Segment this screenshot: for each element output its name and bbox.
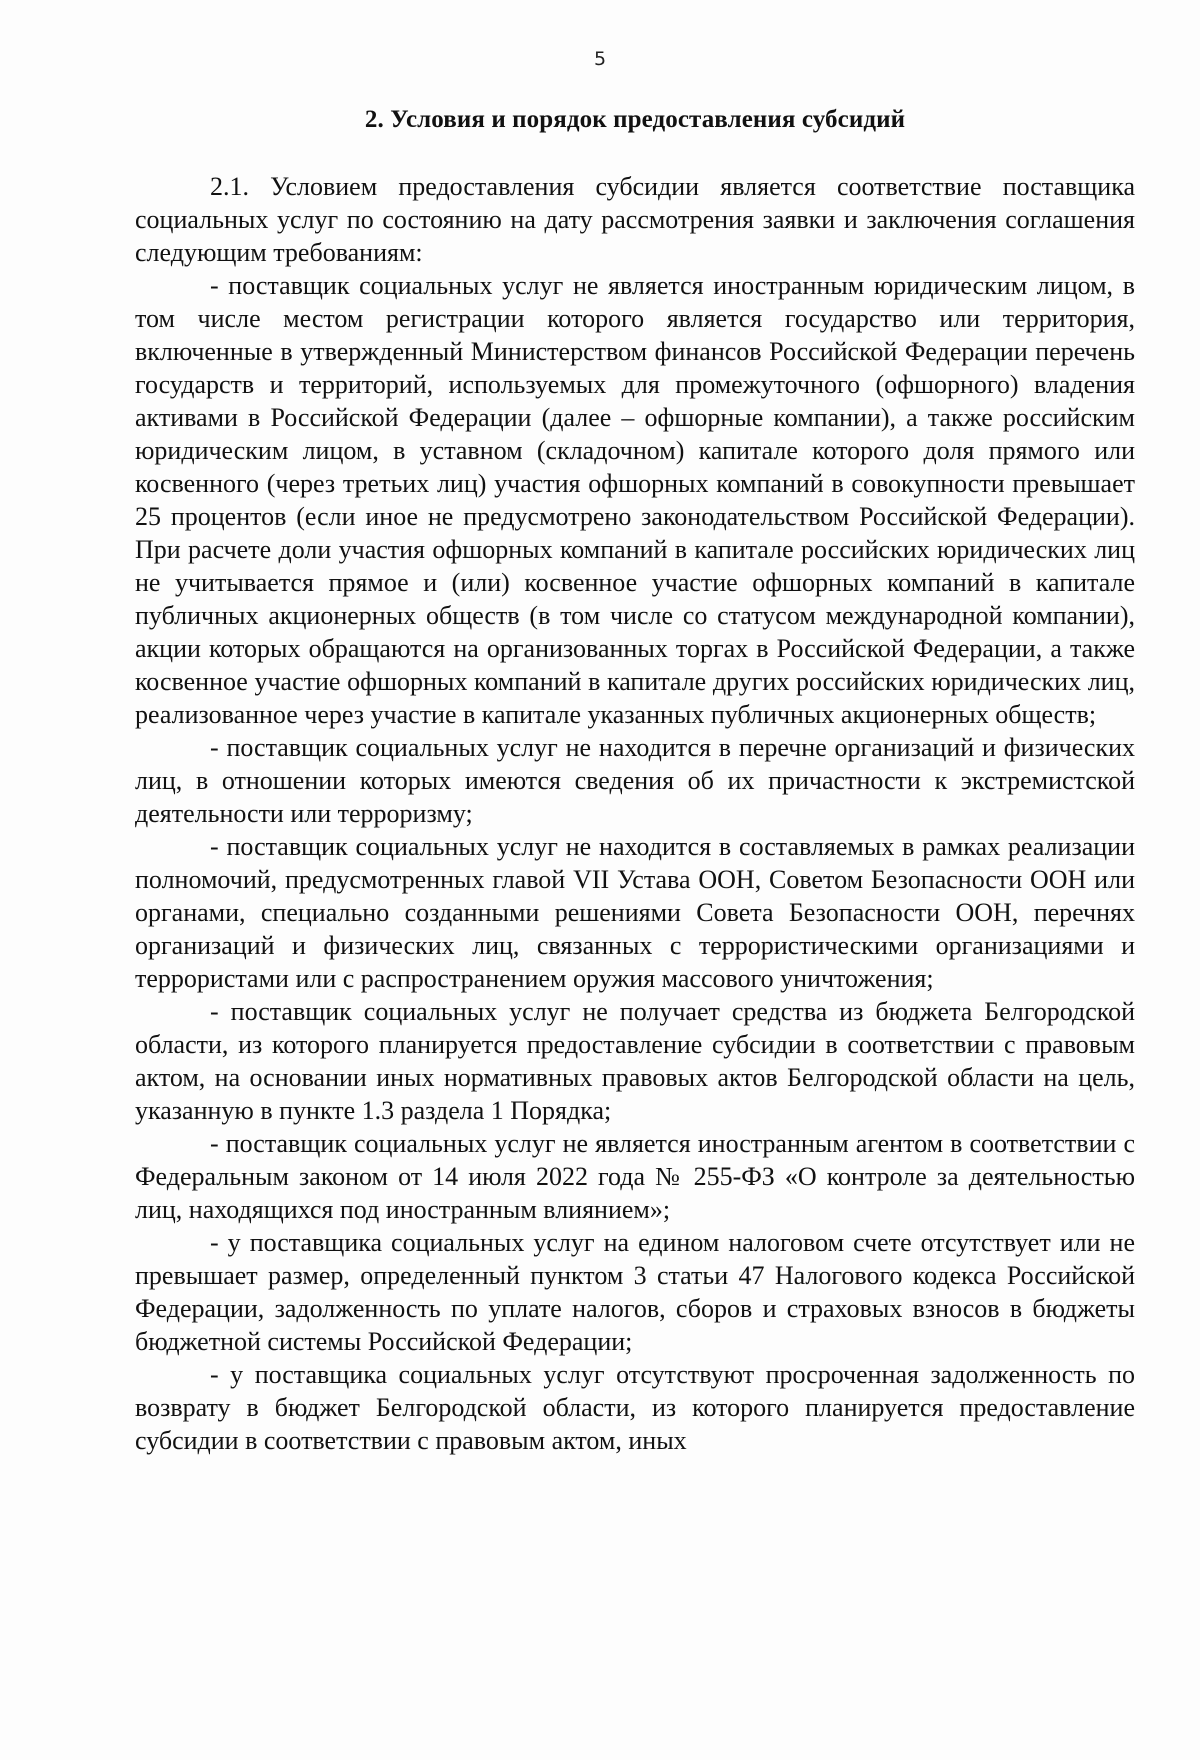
paragraph-offshore-requirement: - поставщик социальных услуг не является иностранным юридическим лицом, в том числе местом регистрации которого является государство или территория, включенные в утвержденный Министерством финансов Российской Федерации перечень государств и территорий, используемых для промежуточного (офшорного) владения активами в Российской Федерации (далее – офшорные компании), а также российским юридическим лицом, в уставном (складочном) капитале которого доля прямого или косвенного (через третьих лиц) участия офшорных компаний в совокупности превышает 25 процентов (если иное не предусмотрено законодательством Российской Федерации). При расчете доли участия офшорных компаний в капитале российских юридических лиц не учитывается прямое и (или) косвенное участие офшорных компаний в капитале публичных акционерных обществ (в том числе со статусом международной компании), акции которых обращаются на организованных торгах в Российской Федерации, а также косвенное участие офшорных компаний в капитале других российских юридических лиц, реализованное через участие в капитале указанных публичных акционерных обществ; [135, 271, 1135, 729]
section-title: 2. Условия и порядок предоставления субсидий [364, 106, 906, 133]
paragraph-budget-funds-requirement: - поставщик социальных услуг не получает средства из бюджета Белгородской области, из которого планируется предоставление субсидии в соответствии с правовым актом, на основании иных нормативных правовых актов Белгородской области на цель, указанную в пункте 1.3 раздела 1 Порядка; [135, 997, 1135, 1125]
paragraph-overdue-debt-requirement: - у поставщика социальных услуг отсутствуют просроченная задолженность по возврату в бюджет Белгородской области, из которого планируется предоставление субсидии в соответствии с правовым актом, иных [135, 1360, 1135, 1455]
paragraph-un-sanctions-requirement: - поставщик социальных услуг не находится в составляемых в рамках реализации полномочий, предусмотренных главой VII Устава ООН, Советом Безопасности ООН или органами, специально созданными решениями Совета Безопасности ООН, перечнях организаций и физических лиц, связанных с террористическими организациями и террористами или с распространением оружия массового уничтожения; [135, 832, 1135, 993]
paragraph-foreign-agent-requirement: - поставщик социальных услуг не является иностранным агентом в соответствии с Федеральным законом от 14 июля 2022 года № 255-ФЗ «О контроле за деятельностью лиц, находящихся под иностранным влиянием»; [135, 1129, 1135, 1224]
paragraph-2-1: 2.1. Условием предоставления субсидии является соответствие поставщика социальных услуг по состоянию на дату рассмотрения заявки и заключения соглашения следующим требованиям: [135, 172, 1135, 267]
paragraph-extremism-requirement: - поставщик социальных услуг не находится в перечне организаций и физических лиц, в отношении которых имеются сведения об их причастности к экстремистской деятельности или терроризму; [135, 733, 1135, 828]
page-number: 5 [593, 48, 607, 70]
paragraph-tax-debt-requirement: - у поставщика социальных услуг на едином налоговом счете отсутствует или не превышает размер, определенный пунктом 3 статьи 47 Налогового кодекса Российской Федерации, задолженность по уплате налогов, сборов и страховых взносов в бюджеты бюджетной системы Российской Федерации; [135, 1228, 1135, 1356]
document-body [135, 170, 1135, 1457]
